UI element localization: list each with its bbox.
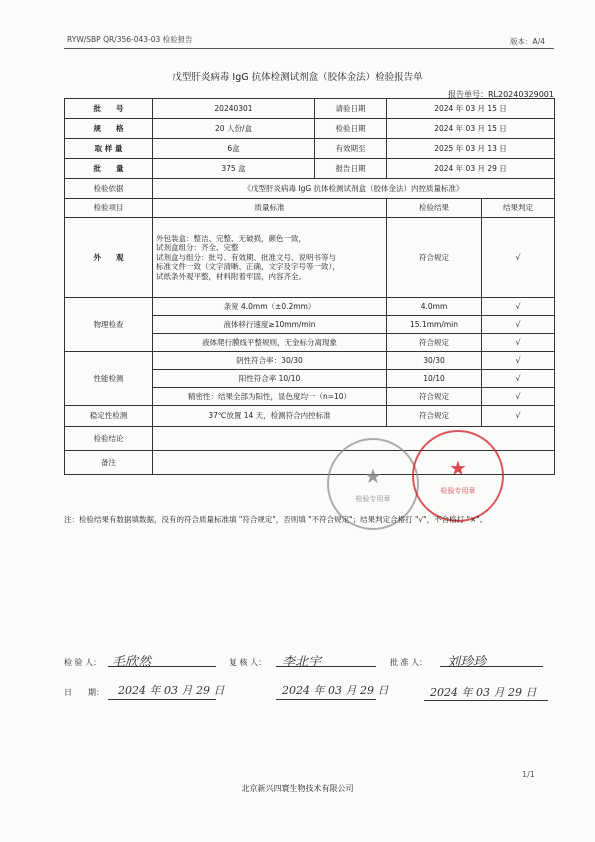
approver-date: 2024 年 03 月 29 日 [430, 686, 537, 699]
seal-text: 检验专用章 [440, 487, 476, 495]
appearance-standard-line: 标准文件一致（文字清晰、正确，文字及字号等一致）， [156, 262, 340, 272]
inspector-label: 检 验 人： [64, 658, 102, 667]
report-date-value: 2024 年 03 月 29 日 [387, 159, 555, 179]
date-underline [424, 700, 548, 701]
report-date-label: 报告日期 [315, 159, 387, 179]
performance-standard: 阳性符合率 10/10 [153, 370, 387, 388]
inspector-date: 2024 年 03 月 29 日 [118, 684, 225, 697]
sample-value: 6盒 [153, 139, 315, 159]
document-code: RYW/SBP QR/356-043-03 检验报告 [67, 35, 193, 44]
performance-result: 30/30 [387, 352, 482, 370]
request-date-label: 请验日期 [315, 99, 387, 119]
spec-label: 规 格 [65, 119, 153, 139]
page-number: 1/1 [522, 770, 535, 779]
expiry-label: 有效期至 [315, 139, 387, 159]
quantity-value: 375 盒 [153, 159, 315, 179]
performance-judgement: √ [482, 352, 555, 370]
appearance-judgement: √ [482, 218, 555, 298]
column-item: 检验项目 [65, 199, 153, 218]
physical-row [65, 298, 555, 316]
batch-label: 批 号 [65, 99, 153, 119]
footnote: 注：检验结果有数据填数据，没有的符合质量标准填 "符合规定"，否则填 "不符合规定"；结果判定合格打 "√"，不合格打 "×"。 [64, 515, 488, 524]
reviewer-date: 2024 年 03 月 29 日 [282, 684, 389, 697]
physical-standard: 液体移行速度≥10mm/min [153, 316, 387, 334]
version-label: 版本：A/4 [510, 37, 545, 46]
performance-result: 10/10 [387, 370, 482, 388]
inspection-date-value: 2024 年 03 月 15 日 [387, 119, 555, 139]
info-row-quantity [65, 159, 555, 179]
approver-label: 批 准 人： [390, 658, 428, 667]
batch-value: 20240301 [153, 99, 315, 119]
seal-star-icon: ★ [364, 464, 382, 488]
basis-label: 检验依据 [65, 179, 153, 199]
approver-signature: 刘珍珍 [447, 655, 487, 670]
performance-row [65, 352, 555, 370]
request-date-value: 2024 年 03 月 15 日 [387, 99, 555, 119]
reviewer-signature: 李北宇 [282, 655, 322, 670]
info-row-batch [65, 99, 555, 119]
physical-judgement: √ [482, 334, 555, 352]
physical-standard: 液体爬行膜线平整规则，无金标分离现象 [153, 334, 387, 352]
stability-label: 稳定性检测 [65, 406, 153, 427]
approver-underline [440, 666, 543, 667]
appearance-label: 外 观 [65, 218, 153, 298]
appearance-standard-line: 试纸条外观平整，材料附着牢固，内容齐全。 [156, 271, 306, 281]
date-underline [108, 699, 216, 700]
inspector-underline [108, 666, 216, 667]
info-row-sample [65, 139, 555, 159]
performance-result: 符合规定 [387, 388, 482, 406]
conclusion-label: 检验结论 [65, 427, 153, 451]
spec-value: 20 人份/盒 [153, 119, 315, 139]
expiry-value: 2025 年 03 月 13 日 [387, 139, 555, 159]
inspection-seal-red [412, 430, 504, 522]
appearance-standard-line: 试剂盒组分：齐全、完整 [156, 243, 239, 253]
appearance-row [65, 218, 555, 298]
performance-standard: 阴性符合率：30/30 [153, 352, 387, 370]
stability-result: 符合规定 [387, 406, 482, 427]
company-name: 北京新兴四寰生物技术有限公司 [241, 784, 354, 793]
physical-standard: 条宽 4.0mm（±0.2mm） [153, 298, 387, 316]
basis-value: 《戊型肝炎病毒 IgG 抗体检测试剂盒（胶体金法）内控质量标准》 [153, 179, 555, 199]
seal-text: 检验专用章 [355, 495, 391, 503]
report-title: 戊型肝炎病毒 IgG 抗体检测试剂盒（胶体金法）检验报告单 [172, 72, 423, 83]
sample-label: 取 样 量 [65, 139, 153, 159]
stability-judgement: √ [482, 406, 555, 427]
performance-judgement: √ [482, 388, 555, 406]
column-standard: 质量标准 [153, 199, 387, 218]
appearance-standard [153, 218, 387, 298]
physical-label: 物理检查 [65, 298, 153, 352]
appearance-standard-line: 外包装盒：整洁、完整、无破损，颜色一致， [156, 234, 306, 244]
physical-result: 15.1mm/min [387, 316, 482, 334]
physical-judgement: √ [482, 316, 555, 334]
info-row-spec [65, 119, 555, 139]
physical-result: 4.0mm [387, 298, 482, 316]
column-result: 检验结果 [387, 199, 482, 218]
physical-judgement: √ [482, 298, 555, 316]
physical-result: 符合规定 [387, 334, 482, 352]
column-header-row [65, 199, 555, 218]
date-underline [276, 699, 376, 700]
column-judgement: 结果判定 [482, 199, 555, 218]
inspector-signature: 毛欣然 [112, 655, 152, 670]
appearance-standard-line: 试剂盒与组分：批号、有效期、批准文号、说明书等与 [156, 252, 336, 262]
stability-row [65, 406, 555, 427]
reviewer-label: 复 核 人： [229, 658, 267, 667]
appearance-result: 符合规定 [387, 218, 482, 298]
report-number: 报告单号：RL20240329001 [447, 90, 554, 99]
remarks-label: 备注 [65, 451, 153, 475]
basis-row [65, 179, 555, 199]
inspection-date-label: 检验日期 [315, 119, 387, 139]
date-label: 日 期： [64, 688, 104, 697]
stability-standard: 37℃放置 14 天，检测符合内控标准 [153, 406, 387, 427]
header-divider [64, 48, 554, 49]
reviewer-underline [276, 666, 376, 667]
performance-judgement: √ [482, 370, 555, 388]
performance-standard: 精密性：结果全部为阳性，显色度均一（n=10） [153, 388, 387, 406]
seal-star-icon: ★ [449, 456, 467, 480]
quantity-label: 批 量 [65, 159, 153, 179]
inspection-table [64, 98, 555, 475]
performance-label: 性能检测 [65, 352, 153, 406]
